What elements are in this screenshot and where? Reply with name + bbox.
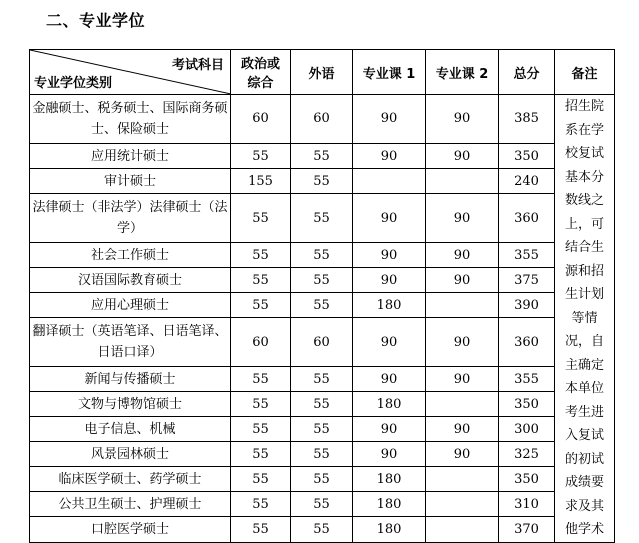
row-course-1: 90 [353,367,426,392]
row-course-1: 90 [353,95,426,144]
row-foreign: 55 [291,243,353,268]
row-category: 口腔医学硕士 [30,517,231,542]
row-course-1: 90 [353,442,426,467]
row-foreign: 55 [291,169,353,194]
row-course-1: 180 [353,467,426,492]
row-category: 电子信息、机械 [30,417,231,442]
row-politics: 55 [231,293,291,318]
row-foreign: 55 [291,143,353,168]
row-politics: 60 [231,95,291,144]
row-course-1: 180 [353,293,426,318]
row-foreign: 55 [291,467,353,492]
table-row [30,367,615,392]
row-course-1: 90 [353,194,426,243]
table-row [30,169,615,194]
row-category: 翻译硕士（英语笔译、日语笔译、日语口译） [30,318,231,367]
row-course-2: 90 [426,95,499,144]
row-politics: 55 [231,143,291,168]
row-total: 355 [499,367,555,392]
table-row [30,268,615,293]
row-course-2: 90 [426,318,499,367]
row-foreign: 55 [291,367,353,392]
row-foreign: 55 [291,442,353,467]
row-foreign: 55 [291,417,353,442]
row-total: 370 [499,517,555,542]
table-row [30,194,615,243]
header-course-2: 专业课 2 [426,50,499,95]
row-total: 310 [499,492,555,517]
row-foreign: 55 [291,492,353,517]
notes-text: 招生院系在学校复试基本分数线之上，可结合生源和招生计划等情况，自主确定本单位考生进入复试的初试成绩要求及其他学术 [564,99,604,537]
row-course-2: 90 [426,268,499,293]
table-row [30,517,615,542]
row-total: 355 [499,243,555,268]
row-category: 应用统计硕士 [30,143,231,168]
row-politics: 55 [231,392,291,417]
row-total: 240 [499,169,555,194]
row-category: 临床医学硕士、药学硕士 [30,467,231,492]
table-row [30,95,615,144]
corner-label-categories: 专业学位类别 [34,76,113,91]
row-course-1: 180 [353,392,426,417]
table-row [30,293,615,318]
row-total: 375 [499,268,555,293]
row-category: 金融硕士、税务硕士、国际商务硕士、保险硕士 [30,95,231,144]
row-foreign: 55 [291,392,353,417]
row-course-2: 90 [426,367,499,392]
row-course-1: 90 [353,143,426,168]
row-total: 350 [499,143,555,168]
row-category: 社会工作硕士 [30,243,231,268]
row-category: 公共卫生硕士、护理硕士 [30,492,231,517]
row-foreign: 60 [291,95,353,144]
row-total: 385 [499,95,555,144]
row-course-2: 90 [426,194,499,243]
row-foreign: 60 [291,318,353,367]
row-course-2: 90 [426,442,499,467]
row-politics: 155 [231,169,291,194]
row-category: 新闻与传播硕士 [30,367,231,392]
table-row [30,243,615,268]
row-politics: 55 [231,417,291,442]
row-foreign: 55 [291,517,353,542]
row-foreign: 55 [291,194,353,243]
table-row [30,392,615,417]
row-course-2 [426,293,499,318]
row-total: 360 [499,318,555,367]
row-course-2 [426,492,499,517]
corner-label-subjects: 考试科目 [171,58,224,73]
row-course-2: 90 [426,417,499,442]
row-category: 审计硕士 [30,169,231,194]
row-politics: 60 [231,318,291,367]
row-course-2 [426,467,499,492]
row-course-1: 90 [353,318,426,367]
row-course-2 [426,392,499,417]
row-total: 325 [499,442,555,467]
row-category: 法律硕士（非法学）法律硕士（法学） [30,194,231,243]
table-row [30,492,615,517]
row-course-2 [426,517,499,542]
table-row [30,442,615,467]
row-course-1: 180 [353,492,426,517]
row-course-1: 90 [353,417,426,442]
row-politics: 55 [231,268,291,293]
corner-header-cell [30,50,231,95]
row-course-1: 180 [353,517,426,542]
cutoff-score-table [29,49,615,543]
row-politics: 55 [231,492,291,517]
row-course-1: 90 [353,268,426,293]
row-category: 文物与博物馆硕士 [30,392,231,417]
row-politics: 55 [231,367,291,392]
notes-cell [555,95,615,543]
row-politics: 55 [231,243,291,268]
row-politics: 55 [231,467,291,492]
row-category: 汉语国际教育硕士 [30,268,231,293]
header-course-1: 专业课 1 [353,50,426,95]
row-category: 风景园林硕士 [30,442,231,467]
row-politics: 55 [231,194,291,243]
row-total: 360 [499,194,555,243]
row-course-1 [353,169,426,194]
row-course-2: 90 [426,143,499,168]
table-header-row [30,50,615,95]
header-politics: 政治或 综合 [231,50,291,95]
row-politics: 55 [231,517,291,542]
row-politics: 55 [231,442,291,467]
table-row [30,417,615,442]
header-foreign-language: 外语 [291,50,353,95]
row-foreign: 55 [291,268,353,293]
row-course-2 [426,169,499,194]
table-row [30,143,615,168]
row-category: 应用心理硕士 [30,293,231,318]
header-notes: 备注 [555,50,615,95]
table-row [30,467,615,492]
header-total: 总分 [499,50,555,95]
row-total: 300 [499,417,555,442]
row-foreign: 55 [291,293,353,318]
row-course-1: 90 [353,243,426,268]
row-course-2: 90 [426,243,499,268]
table-row [30,318,615,367]
row-total: 350 [499,467,555,492]
row-total: 390 [499,293,555,318]
row-total: 350 [499,392,555,417]
section-heading: 二、专业学位 [46,11,146,30]
